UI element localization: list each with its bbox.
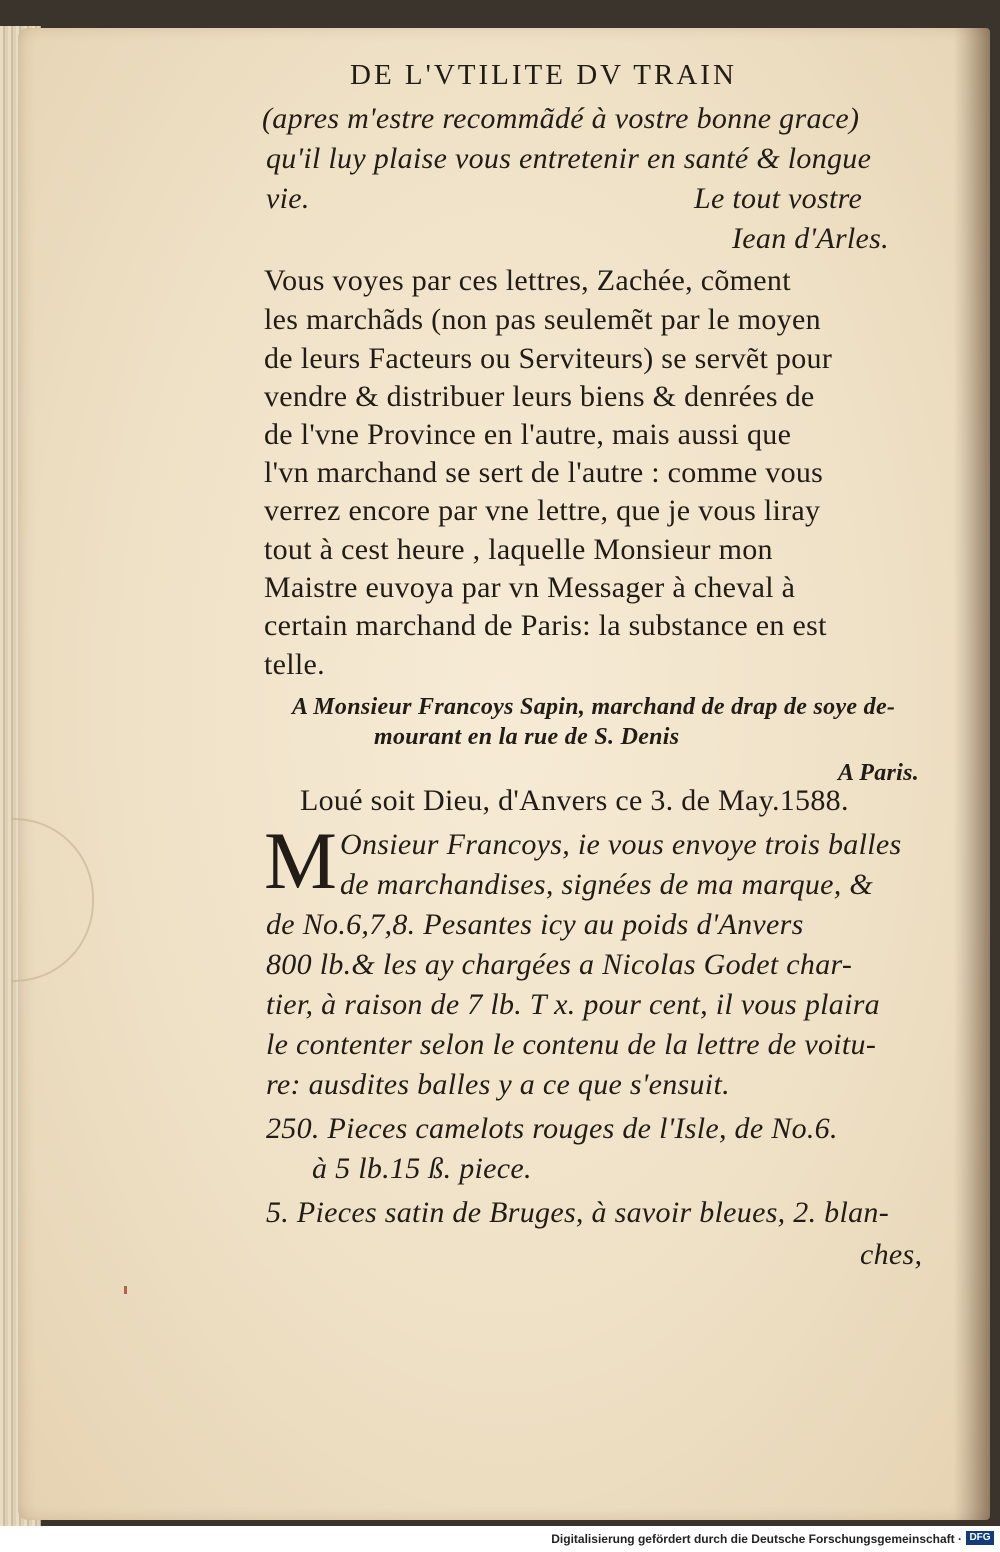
body-line: de leurs Facteurs ou Serviteurs) se servẽt pour <box>264 342 833 375</box>
letter2-line: 800 lb.& les ay chargées a Nicolas Godet char- <box>266 948 853 981</box>
letter2-line: tier, à raison de 7 lb. T x. pour cent, il vous plaira <box>266 988 880 1021</box>
letter1-line: vie. <box>266 182 310 215</box>
body-line: certain marchand de Paris: la substance en est <box>264 609 827 642</box>
running-header: DE L'VTILITE DV TRAIN <box>350 59 737 91</box>
drop-cap: M <box>264 815 337 906</box>
address-line: A Monsieur Francoys Sapin, marchand de drap de soye de- <box>292 694 896 720</box>
catchword: ches, <box>860 1238 923 1271</box>
ink-speck <box>124 1286 127 1294</box>
letter2-line: Onsieur Francoys, ie vous envoye trois balles <box>340 828 902 861</box>
body-line: Vous voyes par ces lettres, Zachée, cõment <box>264 264 791 297</box>
address-city: A Paris. <box>838 760 920 786</box>
letter1-line: qu'il luy plaise vous entretenir en santé & longue <box>266 142 872 175</box>
letter2-item: 250. Pieces camelots rouges de l'Isle, de No.6. <box>266 1112 838 1145</box>
letter2-line: re: ausdites balles y a ce que s'ensuit. <box>266 1068 730 1101</box>
digitization-footer <box>0 1526 1000 1552</box>
dfg-logo: DFG <box>966 1531 994 1545</box>
body-line: telle. <box>264 648 325 681</box>
letter1-line: (apres m'estre recommãdé à vostre bonne grace) <box>262 102 860 135</box>
letter2-line: de No.6,7,8. Pesantes icy au poids d'Anvers <box>266 908 804 941</box>
letter2-item: 5. Pieces satin de Bruges, à savoir bleues, 2. blan- <box>266 1196 889 1229</box>
body-line: tout à cest heure , laquelle Monsieur mon <box>264 533 773 566</box>
body-line: vendre & distribuer leurs biens & denrées de <box>264 380 815 413</box>
body-line: de l'vne Province en l'autre, mais aussi que <box>264 418 792 451</box>
letter1-closing: Le tout vostre <box>694 182 863 215</box>
body-line: l'vn marchand se sert de l'autre : comme vous <box>264 456 824 489</box>
address-line: mourant en la rue de S. Denis <box>374 724 680 750</box>
dateline: Loué soit Dieu, d'Anvers ce 3. de May.1588. <box>300 784 849 817</box>
body-line: Maistre euvoya par vn Messager à cheval à <box>264 571 796 604</box>
letter2-line: le contenter selon le contenu de la lettre de voitu- <box>266 1028 877 1061</box>
body-line: verrez encore par vne lettre, que je vous liray <box>264 494 821 527</box>
page-tab-mark <box>12 818 94 982</box>
body-line: les marchãds (non pas seulemẽt par le moyen <box>264 303 821 336</box>
letter2-item: à 5 lb.15 ß. piece. <box>312 1152 532 1185</box>
spine-shadow <box>954 28 990 1520</box>
letter2-line: de marchandises, signées de ma marque, & <box>340 868 874 901</box>
letter1-signature: Iean d'Arles. <box>732 222 889 255</box>
funding-credit: Digitalisierung gefördert durch die Deutsche Forschungsgemeinschaft · <box>551 1532 962 1546</box>
